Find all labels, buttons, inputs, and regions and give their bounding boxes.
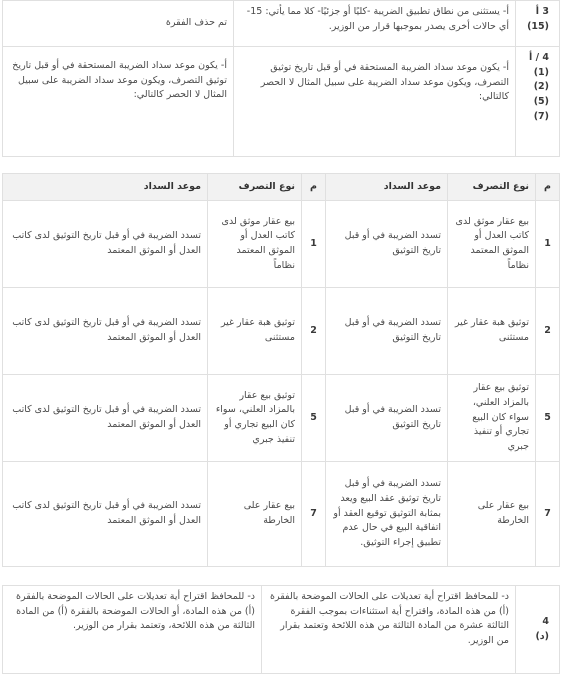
transaction-type: توثيق بيع عقار بالمزاد العلني، سواء كان البيع تجاري أو تنفيذ جبري	[208, 375, 302, 462]
amended-text-cell	[3, 47, 234, 157]
paragraph-number: (5)	[533, 96, 549, 108]
article-number-cell	[516, 1, 560, 47]
row-number: 2	[302, 288, 326, 375]
original-text-cell	[234, 47, 516, 157]
payment-due: تسدد الضريبة في أو قبل تاريخ التوثيق لدى كاتب العدل أو الموثق المعتمد	[3, 375, 208, 462]
amended-text-cell	[3, 1, 234, 47]
table-row	[3, 288, 560, 375]
transaction-type: بيع عقار موثق لدى كاتب العدل أو الموثق المعتمد نظاماً	[448, 201, 536, 288]
transaction-type: بيع عقار على الخارطة	[208, 462, 302, 567]
article-number-cell	[516, 586, 560, 674]
paragraph-number: (7)	[533, 110, 549, 122]
header-m-new: م	[302, 174, 326, 201]
original-text: د- للمحافظ اقتراح أية تعديلات على الحالات الموضحة بالفقرة (أ) من هذه المادة، واقتراح أية استثناءات بموجب الفقرة الثالثة عشرة من المادة الثالثة من هذه اللائحة وتعتمد بقرار من الوزير.	[270, 591, 509, 647]
header-type-old: نوع التصرف	[448, 174, 536, 201]
row-number: 5	[536, 375, 560, 462]
transaction-type: توثيق هبة عقار غير مستثنى	[448, 288, 536, 375]
transaction-type: بيع عقار موثق لدى كاتب العدل أو الموثق المعتمد نظاماً	[208, 201, 302, 288]
original-text: أ- يكون موعد سداد الضريبة المستحقة في أو قبل تاريخ توثيق التصرف، ويكون موعد سداد الضريبة على سبيل المثال لا الحصر كالتالي:	[260, 62, 509, 103]
row-number: 7	[536, 462, 560, 567]
original-text: أ- يستثنى من نطاق تطبيق الضريبة -كليًا أو جزئيًا- كلا مما يأتي: 15- أي حالات أخرى يصدر بموجبها قرار من الوزير.	[246, 6, 509, 32]
article-number: 4 / أ	[529, 52, 549, 63]
transaction-type: توثيق هبة عقار غير مستثنى	[208, 288, 302, 375]
header-type-new: نوع التصرف	[208, 174, 302, 201]
payment-due: تسدد الضريبة في أو قبل تاريخ التوثيق	[326, 288, 448, 375]
table-row	[3, 462, 560, 567]
header-m: م	[536, 174, 560, 201]
amended-text: تم حذف الفقرة	[165, 17, 227, 29]
amendment-row-4a	[3, 47, 560, 157]
paragraph-number: (15)	[527, 20, 549, 32]
header-due-old: موعد السداد	[326, 174, 448, 201]
transaction-type: بيع عقار على الخارطة	[448, 462, 536, 567]
article-number: 3 أ	[535, 6, 549, 17]
payment-schedule-table	[2, 173, 560, 567]
transaction-type: توثيق بيع عقار بالمزاد العلني، سواء كان البيع تجاري أو تنفيذ جبري	[448, 375, 536, 462]
row-number: 7	[302, 462, 326, 567]
amended-text: أ- يكون موعد سداد الضريبة المستحقة في أو قبل تاريخ توثيق التصرف، ويكون موعد سداد الضريبة على سبيل المثال لا الحصر كالتالي:	[12, 60, 227, 101]
amendment-row-3a	[3, 1, 560, 47]
header-due-new: موعد السداد	[3, 174, 208, 201]
top-amendment-table	[2, 0, 560, 157]
table-row	[3, 201, 560, 288]
amended-text-cell	[3, 586, 262, 674]
row-number: 1	[536, 201, 560, 288]
row-number: 1	[302, 201, 326, 288]
paragraph-number: (د)	[535, 630, 549, 642]
payment-due: تسدد الضريبة في أو قبل تاريخ التوثيق لدى كاتب العدل أو الموثق المعتمد	[3, 462, 208, 567]
payment-due: تسدد الضريبة في أو قبل تاريخ التوثيق لدى كاتب العدل أو الموثق المعتمد	[3, 201, 208, 288]
original-text-cell	[234, 1, 516, 47]
payment-due: تسدد الضريبة في أو قبل تاريخ التوثيق لدى كاتب العدل أو الموثق المعتمد	[3, 288, 208, 375]
row-number: 2	[536, 288, 560, 375]
row-number: 5	[302, 375, 326, 462]
article-number: 4	[542, 615, 549, 627]
paragraph-number: (1)	[533, 66, 549, 78]
table-header-row	[3, 174, 560, 201]
article-number-cell	[516, 47, 560, 157]
original-text-cell	[262, 586, 516, 674]
amended-text: د- للمحافظ اقتراح أية تعديلات على الحالات الموضحة بالفقرة (أ) من هذه المادة، أو الحالات الموضحة بالفقرة (أ) من المادة الثالثة من هذه اللائحة، وتعتمد بقرار من الوزير.	[16, 591, 255, 632]
payment-due: تسدد الضريبة في أو قبل تاريخ التوثيق	[326, 201, 448, 288]
table-row	[3, 375, 560, 462]
amendment-row-4d	[3, 586, 560, 674]
bottom-amendment-table	[2, 585, 560, 674]
payment-due: تسدد الضريبة في أو قبل تاريخ توثيق عقد البيع ويعد بمثابة التوثيق توقيع العقد أو اتفاقية البيع في حال عدم تطبيق إجراء التوثيق.	[326, 462, 448, 567]
payment-due: تسدد الضريبة في أو قبل تاريخ التوثيق	[326, 375, 448, 462]
paragraph-number: (2)	[533, 81, 549, 93]
